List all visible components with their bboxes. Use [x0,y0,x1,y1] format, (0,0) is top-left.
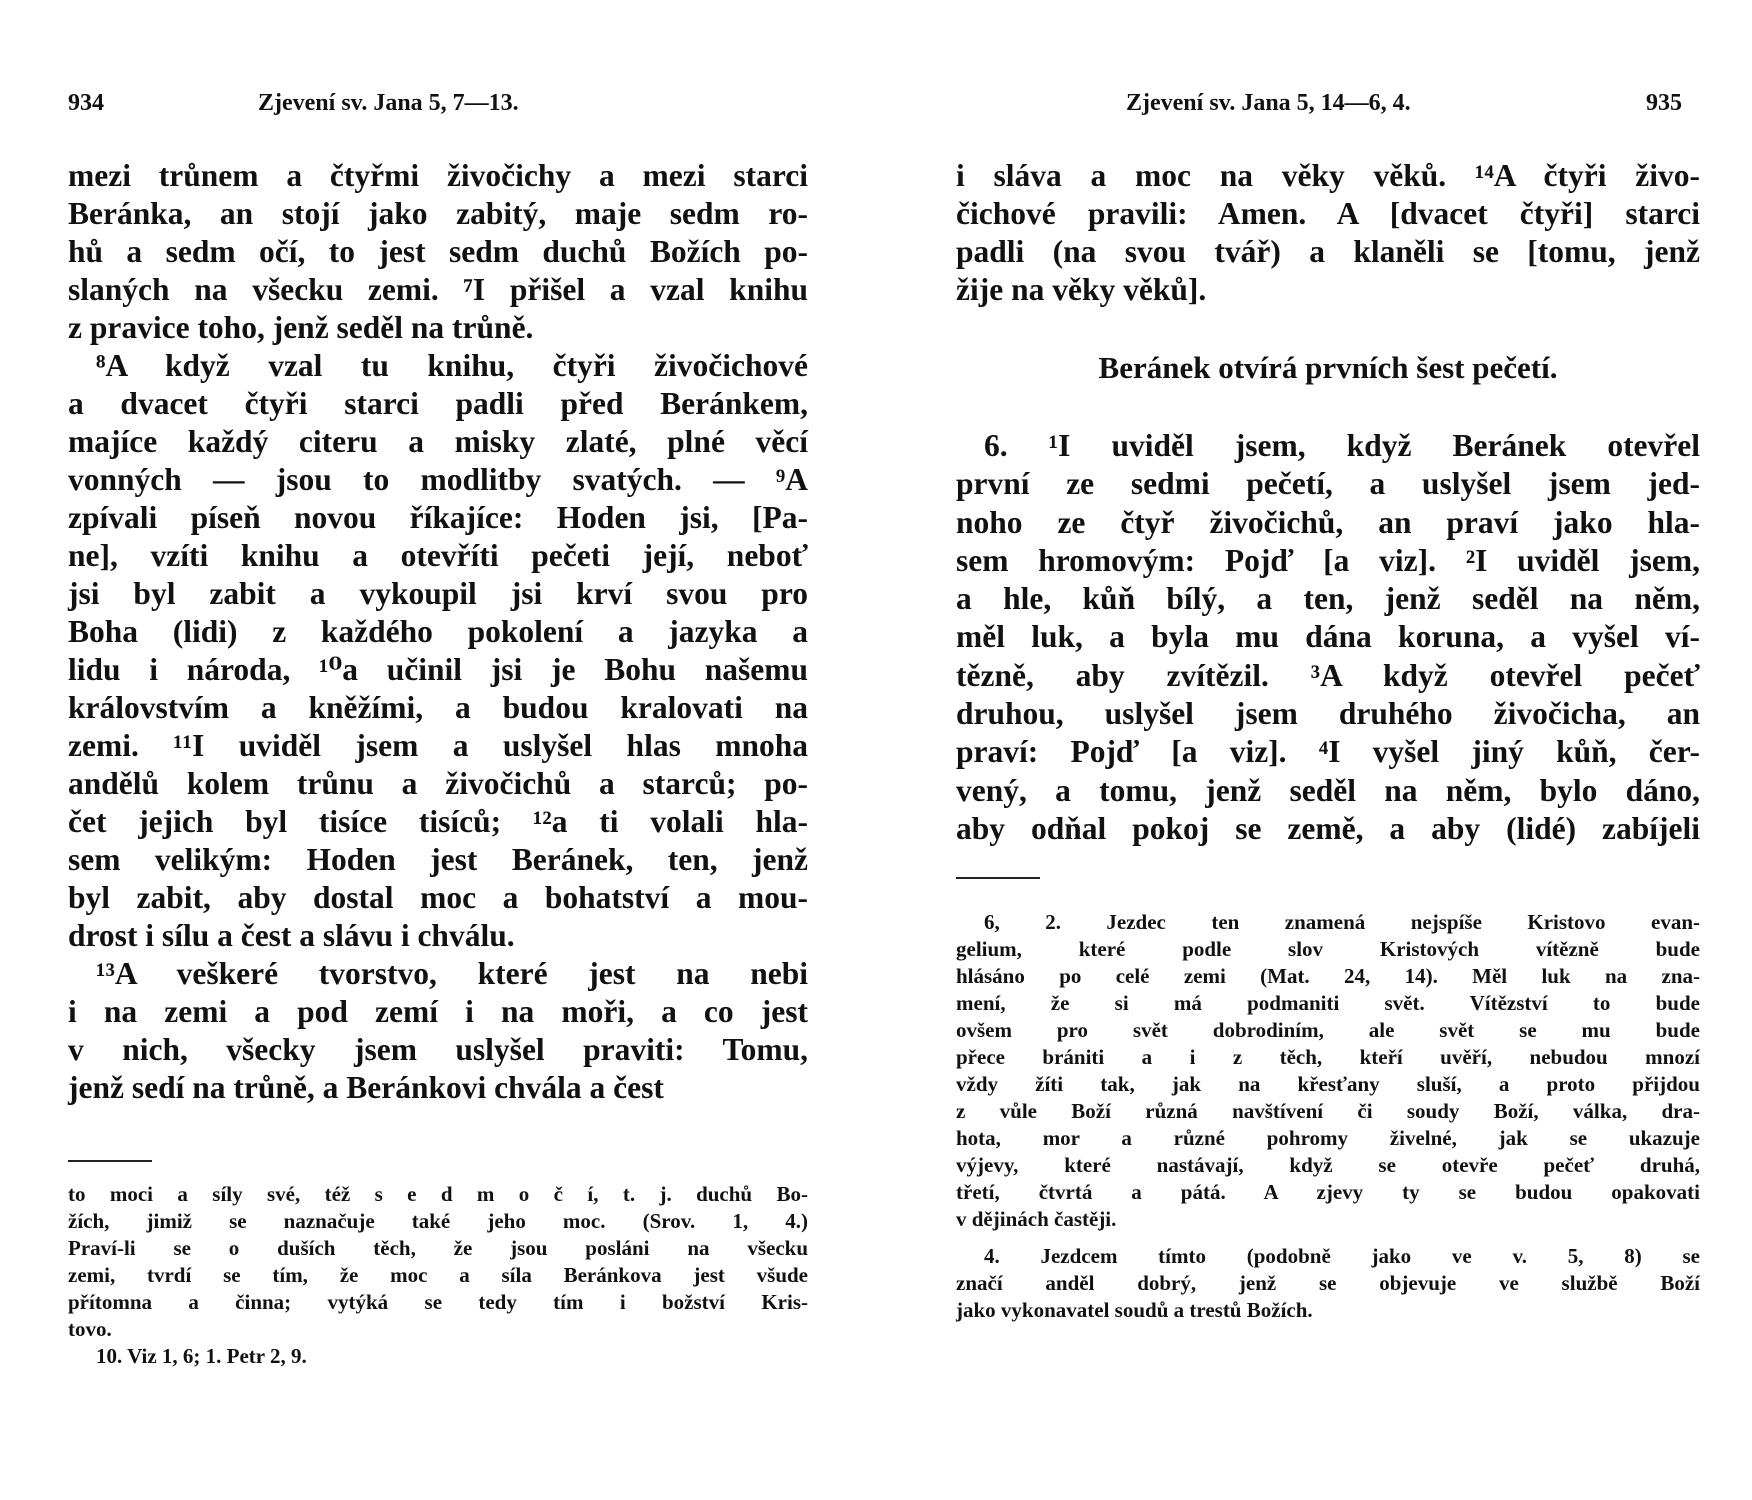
section-text [956,427,1700,848]
footnote-line: 4. Jezdcem tímto (podobně jako ve v. 5, 8) se [984,1244,1700,1268]
text-line: hů a sedm očí, to jest sedm duchů Božích po- [68,234,808,269]
text-line: jenž sedí na trůně, a Beránkovi chvála a čest [68,1070,664,1105]
text-line: majíce každý citeru a misky zlaté, plné věcí [68,424,808,459]
text-line: padli (na svou tvář) a klaněli se [tomu, jenž [956,234,1700,269]
text-line: žije na věky věků]. [956,272,1207,307]
text-line: sem hromovým: Pojď [a viz]. ²I uviděl jsem, [956,542,1700,578]
footnotes [68,1181,808,1370]
text-line: noho ze čtyř živočichů, an praví jako hla- [956,504,1700,540]
footnote-line: ovšem pro svět dobrodiním, ale svět se mu bude [956,1018,1700,1042]
text-line: v nich, všecky jsem uslyšel praviti: Tomu, [68,1032,808,1067]
text-line: vený, a tomu, jenž seděl na něm, bylo dáno, [956,772,1700,808]
footnote-line: 6, 2. Jezdec ten znamená nejspíše Kristovo evan- [984,910,1700,934]
text-line: andělů kolem trůnu a živočichů a starců; po- [68,766,808,801]
main-text [68,157,808,1107]
footnote-line: žích, jimiž se naznačuje také jeho moc. (Srov. 1, 4.) [68,1209,808,1233]
footnotes [956,909,1700,1324]
text-line: čet jejich byl tisíce tisíců; ¹²a ti volali hla- [68,804,808,839]
text-line: mezi trůnem a čtyřmi živočichy a mezi starci [68,158,808,193]
footnote-line: mení, že si má podmaniti svět. Vítězství to bude [956,991,1700,1015]
page-number: 934 [68,90,104,116]
main-text [956,157,1700,309]
footnote-line: to moci a síly své, též s e d m o č í, t. j. duchů Bo- [68,1182,808,1206]
footnote-line: přece brániti a i z těch, kteří uvěří, nebudou mnozí [956,1045,1700,1069]
footnote-line: hlásáno po celé zemi (Mat. 24, 14). Měl luk na zna- [956,964,1700,988]
text-line: byl zabit, aby dostal moc a bohatství a mou- [68,880,808,915]
running-head: Zjevení sv. Jana 5, 7—13. [258,90,519,116]
text-line: druhou, uslyšel jsem druhého živočicha, an [956,696,1700,732]
text-line: lidu i národa, ¹⁰a učinil jsi je Bohu našemu [68,652,808,687]
text-line: ne], vzíti knihu a otevříti pečeti její, neboť [68,538,808,573]
text-line: z pravice toho, jenž seděl na trůně. [68,310,534,345]
text-line: tězně, aby zvítězil. ³A když otevřel pečeť [956,657,1700,693]
text-line: a hle, kůň bílý, a ten, jenž seděl na něm, [956,581,1700,617]
text-line: i na zemi a pod zemí i na moři, a co jest [68,994,808,1029]
footnote-line: přítomna a činna; vytýká se tedy tím i božství Kris- [68,1290,808,1314]
footnote-line: z vůle Boží různá navštívení či soudy Boží, válka, dra- [956,1099,1700,1123]
text-line: měl luk, a byla mu dána koruna, a vyšel ví- [956,619,1700,655]
footnote-line: Praví-li se o duších těch, že jsou posláni na všecku [68,1236,808,1260]
page-number: 935 [1646,90,1682,116]
text-line: slaných na všecku zemi. ⁷I přišel a vzal knihu [68,272,808,307]
footnote-line: tovo. [68,1317,112,1341]
footnote-line: výjevy, které nastávají, když se otevře pečeť druhá, [956,1153,1700,1177]
text-line: ¹³A veškeré tvorstvo, které jest na nebi [96,956,808,991]
footnote-line: zemi, tvrdí se tím, že moc a síla Beránkova jest všude [68,1263,808,1287]
text-line: královstvím a kněžími, a budou kralovati na [68,690,808,725]
text-line: první ze sedmi pečetí, a uslyšel jsem jed- [956,466,1700,502]
text-line: ⁸A když vzal tu knihu, čtyři živočichové [96,348,808,383]
text-line: praví: Pojď [a viz]. ⁴I vyšel jiný kůň, čer- [956,734,1700,770]
running-head: Zjevení sv. Jana 5, 14—6, 4. [1126,90,1411,116]
text-line: jsi byl zabit a vykoupil jsi krví svou pro [68,576,808,611]
footnote-line: 10. Viz 1, 6; 1. Petr 2, 9. [96,1344,307,1368]
text-line: zpívali píseň novou říkajíce: Hoden jsi, [Pa- [68,500,808,535]
footnote-line: hota, mor a různé pohromy živelné, jak se ukazuje [956,1126,1700,1150]
text-line: vonných — jsou to modlitby svatých. — ⁹A [68,462,808,497]
text-line: Beránka, an stojí jako zabitý, maje sedm ro- [68,196,808,231]
footnote-line: třetí, čtvrtá a pátá. A zjevy ty se budou opakovati [956,1180,1700,1204]
footnote-line: jako vykonavatel soudů a trestů Božích. [956,1298,1313,1322]
footnote-line: v dějinách častěji. [956,1207,1117,1231]
text-line: čichové pravili: Amen. A [dvacet čtyři] starci [956,196,1700,231]
footnote-line: gelium, které podle slov Kristových vítězně bude [956,937,1700,961]
text-line: 6. ¹I uviděl jsem, když Beránek otevřel [984,428,1700,463]
text-line: aby odňal pokoj se země, a aby (lidé) zabíjeli [956,810,1700,846]
section-heading: Beránek otvírá prvních šest pečetí. [1098,350,1558,385]
footnote-rule [956,877,1040,879]
footnote-line: vždy žíti tak, jak na křesťany sluší, a proto přijdou [956,1072,1700,1096]
text-line: Boha (lidi) z každého pokolení a jazyka a [68,614,808,649]
text-line: drost i sílu a čest a slávu i chválu. [68,918,515,953]
footnote-line: značí anděl dobrý, jenž se objevuje ve službě Boží [956,1271,1700,1295]
text-line: sem velikým: Hoden jest Beránek, ten, jenž [68,842,808,877]
text-line: a dvacet čtyři starci padli před Beránkem, [68,386,808,421]
text-line: zemi. ¹¹I uviděl jsem a uslyšel hlas mnoha [68,728,808,763]
text-line: i sláva a moc na věky věků. ¹⁴A čtyři živo- [956,158,1700,193]
footnote-rule [68,1160,152,1162]
